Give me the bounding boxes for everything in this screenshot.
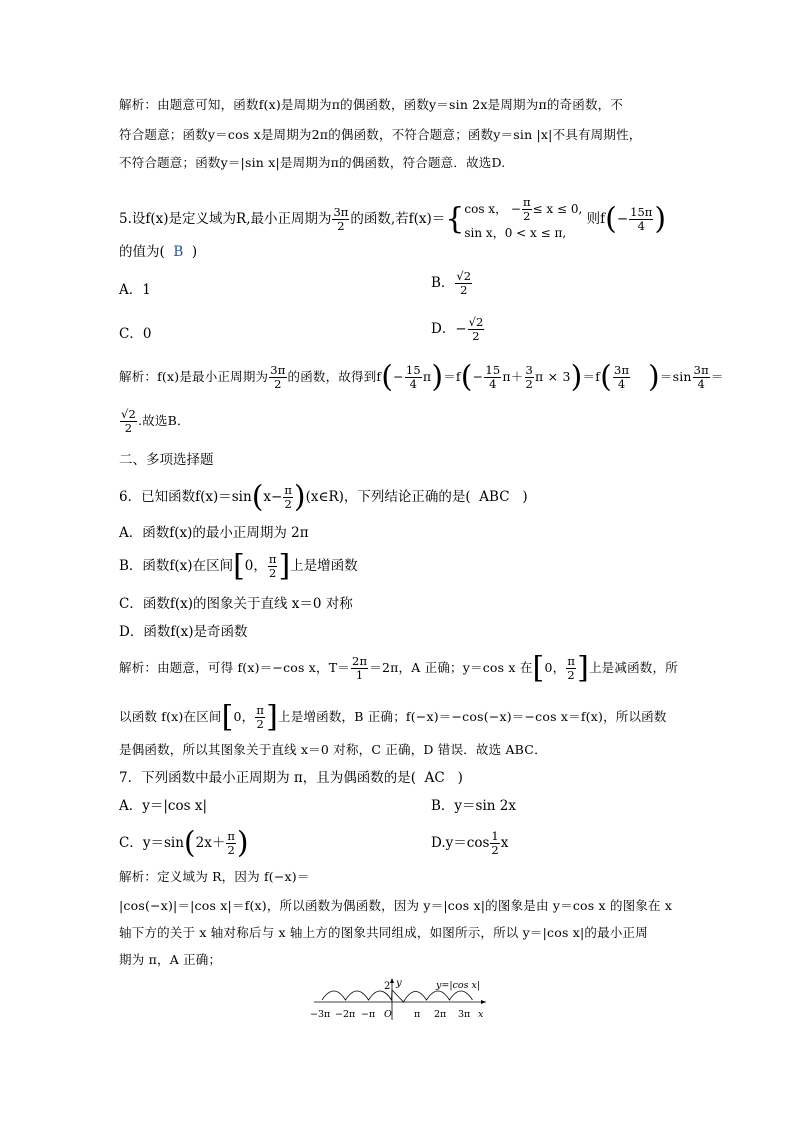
solution-7-line-4: 期为 π，A 正确； bbox=[119, 952, 222, 967]
q7-option-d: D.y＝cos $\frac{1}{2}$ x bbox=[431, 829, 509, 857]
origin-label: O bbox=[384, 1009, 392, 1020]
abs-cos-curve bbox=[322, 990, 473, 1002]
q6-option-c: C．函数f(x)的图象关于直线 x＝0 对称 bbox=[119, 596, 353, 612]
tick-neg-pi: −π bbox=[361, 1009, 376, 1020]
solution-5-line-2: $\frac{√2}{2}$ .故选B． bbox=[121, 407, 190, 435]
section-heading: 二、多项选择题 bbox=[119, 452, 214, 468]
piecewise-cases: cos x， − $\frac{\pi}{2}$ ≤ x ≤ 0, sin x，0 < x ≤ π, bbox=[464, 195, 583, 240]
tick-pi: π bbox=[414, 1009, 421, 1020]
solution-5-line-1: 解析：f(x)是最小正周期为 $\frac{3\pi}{2}$ 的函数，故得到f(− $\frac{15}{4}$ π)＝f(− $\frac{15}{4}$ π＋ $\frac{3}{2}$ π × 3)＝f( $\frac{3\pi}{4}$ )＝sin $\frac{3\pi}{4}$ ＝ bbox=[119, 359, 724, 395]
y-axis-label: y bbox=[396, 978, 402, 989]
solution-7-line-1: 解析：定义域为 R，因为 f(−x)＝ bbox=[119, 869, 310, 884]
q5-option-a: A．1 bbox=[119, 282, 151, 298]
solution-7-line-3: 轴下方的关于 x 轴对称后与 x 轴上方的图象共同组成，如图所示，所以 y＝|cos x|的最小正周 bbox=[119, 925, 648, 940]
tick-2pi: 2π bbox=[434, 1009, 447, 1020]
q7-option-a: A．y＝|cos x| bbox=[119, 798, 207, 814]
question-5-stem: 5.设f(x)是定义域为R,最小正周期为 $\frac{3\pi}{2}$ 的函数,若f(x)＝{ cos x， − $\frac{\pi}{2}$ ≤ x ≤ 0, sin x，0 < x ≤ π, 则f(− $\frac{15\pi}{4}$ ) bbox=[119, 196, 679, 226]
question-5-line-2: 的值为( B ) bbox=[119, 244, 198, 260]
solution-6-line-3: 是偶函数，所以其图象关于直线 x＝0 对称，C 正确，D 错误．故选 ABC． bbox=[119, 742, 547, 757]
x-axis-label: x bbox=[478, 1009, 484, 1020]
function-label: y=|cos x| bbox=[436, 980, 481, 991]
tick-neg-2pi: −2π bbox=[335, 1009, 356, 1020]
q5-option-d: D．− $\frac{√2}{2}$ bbox=[431, 315, 484, 343]
y-axis-arrow bbox=[390, 978, 394, 983]
abs-cosine-graph bbox=[310, 976, 490, 1024]
solution-7-line-2: |cos(−x)|＝|cos x|＝f(x)，所以函数为偶函数，因为 y＝|cos x|的图象是由 y＝cos x 的图象在 x bbox=[119, 898, 673, 913]
solution-6-line-2: 以函数 f(x)在区间[0， $\frac{\pi}{2}$ ]上是增函数，B 正确；f(−x)＝−cos(−x)＝−cos x＝f(x)，所以函数 bbox=[119, 699, 667, 735]
q7-option-c: C．y＝sin(2x＋ $\frac{\pi}{2}$ ) bbox=[119, 825, 249, 861]
q6-option-d: D．函数f(x)是奇函数 bbox=[119, 624, 248, 640]
solution-4-line-2: 符合题意；函数y＝cos x是周期为2π的偶函数，不符合题意；函数y＝sin |x|不具有周期性， bbox=[119, 127, 642, 142]
solution-4-line-3: 不符合题意；函数y＝|sin x|是周期为π的偶函数，符合题意．故选D. bbox=[119, 155, 506, 170]
y-tick-label: 2 bbox=[384, 981, 391, 992]
tick-neg-3pi: −3π bbox=[310, 1009, 331, 1020]
question-7-answer: AC bbox=[424, 770, 445, 786]
q6-option-b: B．函数f(x)在区间[0， $\frac{\pi}{2}$ ]上是增函数 bbox=[119, 548, 358, 584]
q5-option-c: C．0 bbox=[119, 326, 152, 342]
question-6-answer: ABC bbox=[479, 489, 510, 505]
x-axis-arrow bbox=[481, 1000, 486, 1004]
q7-option-b: B．y＝sin 2x bbox=[431, 798, 516, 814]
q5-option-b: B． $\frac{√2}{2}$ bbox=[431, 269, 472, 297]
solution-6-line-1: 解析：由题意，可得 f(x)＝−cos x，T＝ $\frac{2\pi}{1}$ ＝2π，A 正确；y＝cos x 在[0， $\frac{\pi}{2}$ ]上是减函数，所 bbox=[119, 650, 678, 686]
q6-option-a: A．函数f(x)的最小正周期为 2π bbox=[119, 525, 309, 541]
question-5-answer: B bbox=[173, 244, 184, 260]
solution-4-line-1: 解析：由题意可知，函数f(x)是周期为π的偶函数，函数y＝sin 2x是周期为π的奇函数，不 bbox=[119, 97, 624, 112]
tick-3pi: 3π bbox=[458, 1009, 471, 1020]
question-6-stem: 6．已知函数f(x)＝sin(x− $\frac{\pi}{2}$ )(x∈R)，下列结论正确的是( ABC ) bbox=[119, 479, 528, 515]
question-7-stem: 7．下列函数中最小正周期为 π，且为偶函数的是( AC ) bbox=[119, 770, 463, 786]
